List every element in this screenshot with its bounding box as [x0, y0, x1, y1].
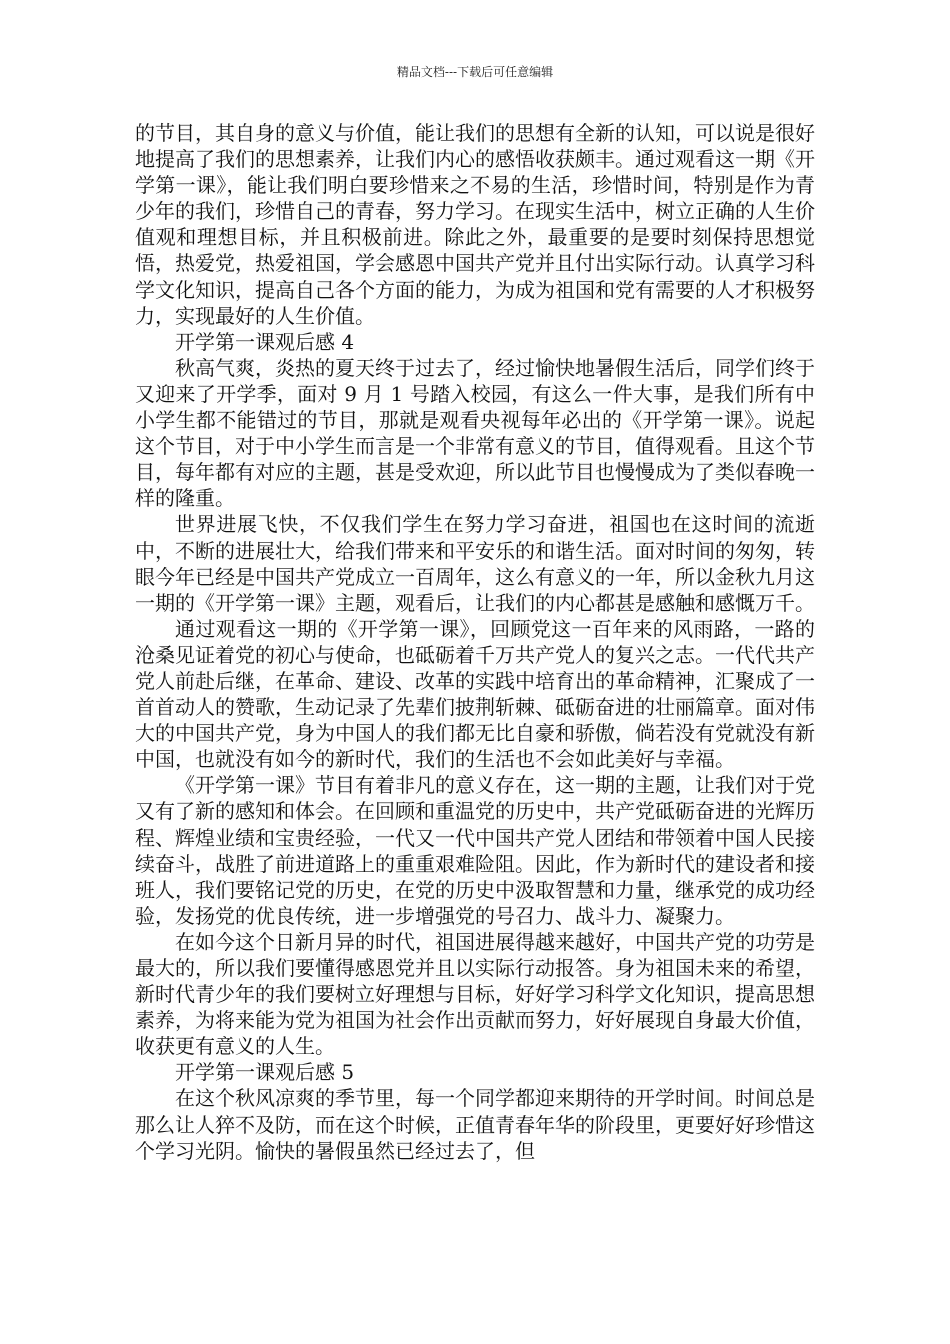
- page-header: 精品文档---下载后可任意编辑: [396, 65, 554, 79]
- document-body: [135, 120, 815, 1164]
- paragraph-continued: 的节目，其自身的意义与价值，能让我们的思想有全新的认知，可以说是很好地提高了我们的思想素养，让我们内心的感悟收获颇丰。通过观看这一期《开学第一课》，能让我们明白要珍惜来之不易的生活，珍惜时间，特别是作为青少年的我们，珍惜自己的青春，努力学习。在现实生活中，树立正确的人生价值观和理想目标，并且积极前进。除此之外，最重要的是要时刻保持思想觉悟，热爱党，热爱祖国，学会感恩中国共产党并且付出实际行动。认真学习科学文化知识，提高自己各个方面的能力，为成为祖国和党有需要的人才积极努力，实现最好的人生价值。: [135, 121, 815, 328]
- paragraph: 通过观看这一期的《开学第一课》，回顾党这一百年来的风雨路，一路的沧桑见证着党的初心与使命，也砥砺着千万共产党人的复兴之志。一代代共产党人前赴后继，在革命、建设、改革的实践中培育出的革命精神，汇聚成了一首首动人的赞歌，生动记录了先辈们披荆斩棘、砥砺奋进的壮丽篇章。面对伟大的中国共产党，身为中国人的我们都无比自豪和骄傲，倘若没有党就没有新中国，也就没有如今的新时代，我们的生活也不会如此美好与幸福。: [135, 616, 815, 772]
- paragraph: 秋高气爽，炎热的夏天终于过去了，经过愉快地暑假生活后，同学们终于又迎来了开学季，面对 9 月 1 号踏入校园，有这么一件大事，是我们所有中小学生都不能错过的节目，那就是观看央视每年必出的《开学第一课》。说起这个节目，对于中小学生而言是一个非常有意义的节目，值得观看。且这个节目，每年都有对应的主题，甚是受欢迎，所以此节目也慢慢成为了类似春晚一样的隆重。: [135, 355, 815, 511]
- section-heading-4: 开学第一课观后感 4: [175, 329, 355, 354]
- paragraph: 《开学第一课》节目有着非凡的意义存在，这一期的主题，让我们对于党又有了新的感知和体会。在回顾和重温党的历史中，共产党砥砺奋进的光辉历程、辉煌业绩和宝贵经验，一代又一代中国共产党人团结和带领着中国人民接续奋斗，战胜了前进道路上的重重艰难险阻。因此，作为新时代的建设者和接班人，我们要铭记党的历史，在党的历史中汲取智慧和力量，继承党的成功经验，发扬党的优良传统，进一步增强党的号召力、战斗力、凝聚力。: [135, 773, 815, 928]
- section-heading-5: 开学第一课观后感 5: [175, 1060, 355, 1085]
- paragraph: 在这个秋风凉爽的季节里，每一个同学都迎来期待的开学时间。时间总是那么让人猝不及防，而在这个时候，正值青春年华的阶段里，更要好好珍惜这个学习光阴。愉快的暑假虽然已经过去了，但: [135, 1086, 815, 1163]
- paragraph: 在如今这个日新月异的时代，祖国进展得越来越好，中国共产党的功劳是最大的，所以我们要懂得感恩党并且以实际行动报答。身为祖国未来的希望，新时代青少年的我们要树立好理想与目标，好好学习科学文化知识，提高思想素养，为将来能为党为祖国为社会作出贡献而努力，好好展现自身最大价值，收获更有意义的人生。: [135, 929, 815, 1059]
- paragraph: 世界进展飞快，不仅我们学生在努力学习奋进，祖国也在这时间的流逝中，不断的进展壮大，给我们带来和平安乐的和谐生活。面对时间的匆匆，转眼今年已经是中国共产党成立一百周年，这么有意义的一年，所以金秋九月这一期的《开学第一课》主题，观看后，让我们的内心都甚是感触和感慨万千。: [135, 512, 815, 615]
